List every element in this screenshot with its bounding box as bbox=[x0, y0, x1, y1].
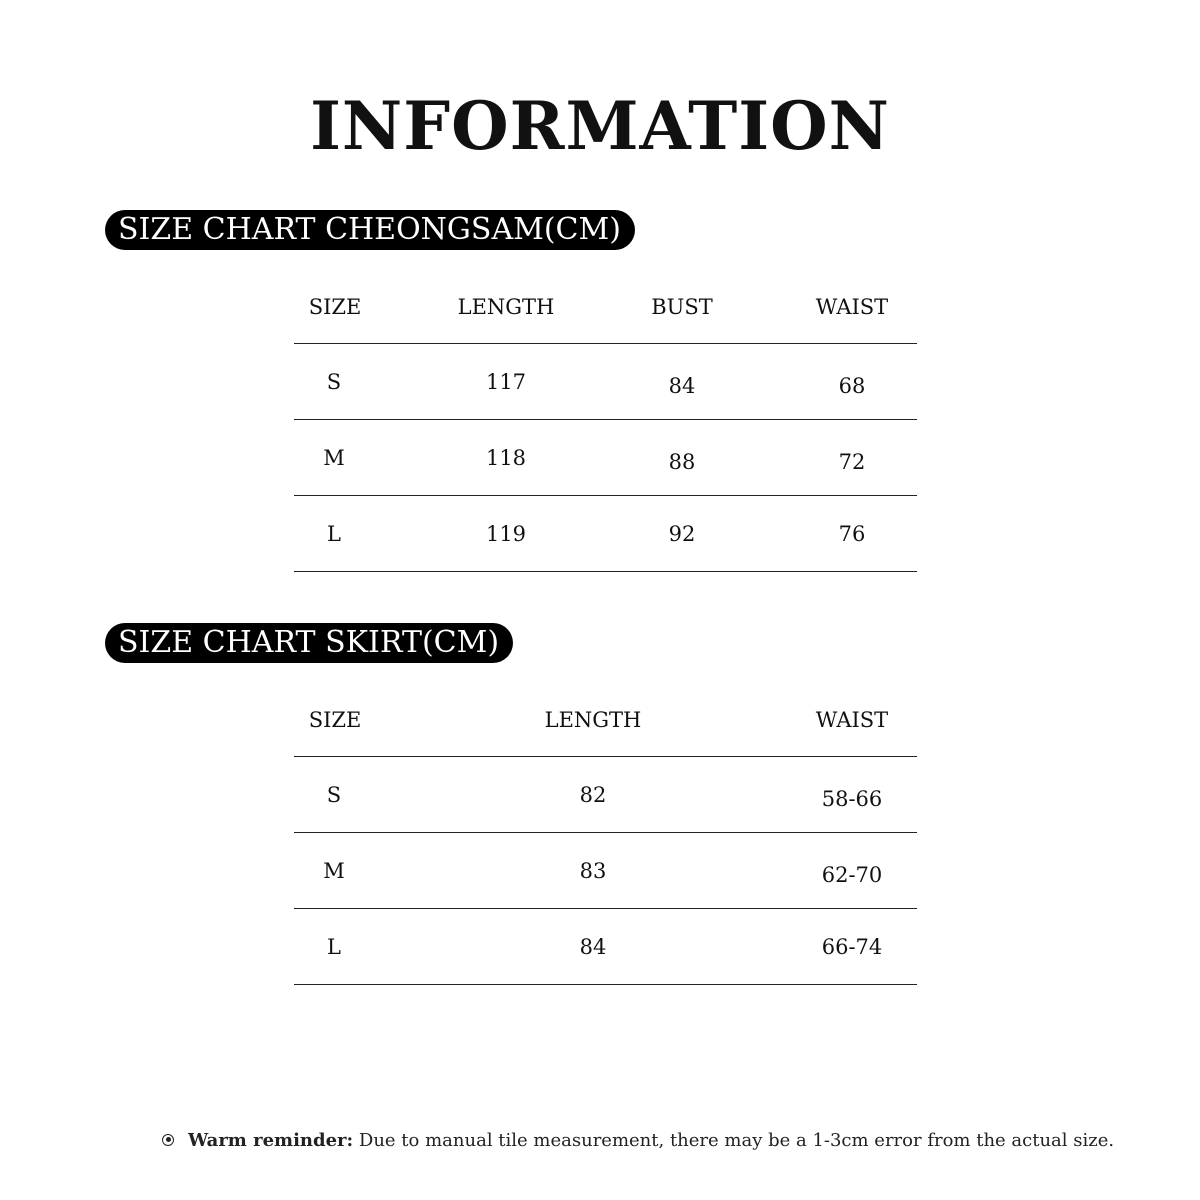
size-cell: L bbox=[327, 522, 341, 546]
table-row bbox=[294, 344, 917, 420]
waist-cell: 66-74 bbox=[821, 935, 883, 959]
table-row bbox=[294, 496, 917, 572]
table-header-row bbox=[294, 277, 917, 344]
length-cell: 119 bbox=[485, 522, 527, 546]
skirt-size-table bbox=[294, 690, 917, 985]
table-row bbox=[294, 909, 917, 985]
length-cell: 84 bbox=[579, 935, 607, 959]
bust-cell: 92 bbox=[668, 522, 696, 546]
column-header-length: LENGTH bbox=[544, 708, 642, 732]
reminder-label: Warm reminder: bbox=[188, 1130, 354, 1151]
waist-cell: 58-66 bbox=[821, 787, 883, 811]
column-header-waist: WAIST bbox=[815, 708, 889, 732]
page-title: INFORMATION bbox=[310, 87, 890, 165]
waist-cell: 68 bbox=[838, 374, 866, 398]
skirt-section-heading: SIZE CHART SKIRT(CM) bbox=[105, 623, 513, 663]
column-header-size: SIZE bbox=[308, 295, 362, 319]
warm-reminder-note bbox=[162, 1128, 1114, 1154]
length-cell: 118 bbox=[485, 446, 527, 470]
table-row bbox=[294, 420, 917, 496]
length-cell: 82 bbox=[579, 783, 607, 807]
bust-cell: 88 bbox=[668, 450, 696, 474]
cheongsam-size-table bbox=[294, 277, 917, 572]
table-row bbox=[294, 757, 917, 833]
size-cell: S bbox=[326, 783, 342, 807]
cheongsam-section-heading: SIZE CHART CHEONGSAM(CM) bbox=[105, 210, 635, 250]
length-cell: 83 bbox=[579, 859, 607, 883]
bust-cell: 84 bbox=[668, 374, 696, 398]
column-header-waist: WAIST bbox=[815, 295, 889, 319]
size-cell: L bbox=[327, 935, 341, 959]
reminder-text: Due to manual tile measurement, there may be a 1-3cm error from the actual size. bbox=[353, 1130, 1115, 1151]
length-cell: 117 bbox=[485, 370, 527, 394]
size-cell: M bbox=[323, 859, 345, 883]
column-header-length: LENGTH bbox=[457, 295, 555, 319]
column-header-bust: BUST bbox=[651, 295, 713, 319]
size-cell: S bbox=[326, 370, 342, 394]
column-header-size: SIZE bbox=[308, 708, 362, 732]
bullet-circle-icon bbox=[162, 1134, 174, 1146]
waist-cell: 76 bbox=[838, 522, 866, 546]
waist-cell: 62-70 bbox=[821, 863, 883, 887]
table-header-row bbox=[294, 690, 917, 757]
size-cell: M bbox=[323, 446, 345, 470]
table-row bbox=[294, 833, 917, 909]
waist-cell: 72 bbox=[838, 450, 866, 474]
